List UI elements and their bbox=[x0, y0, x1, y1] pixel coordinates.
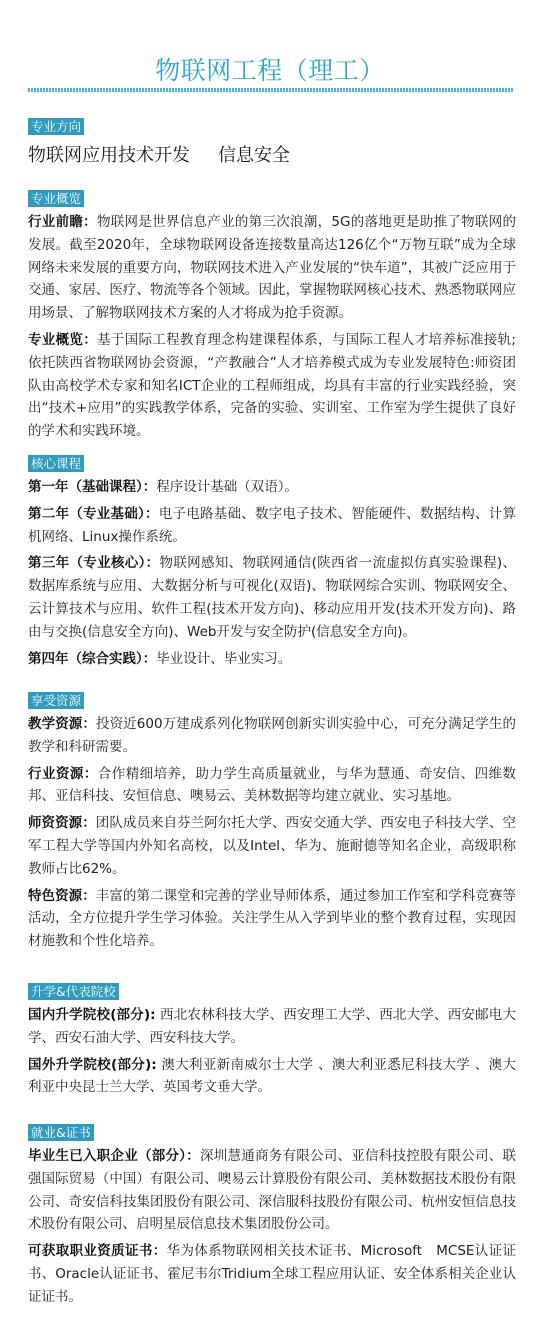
further-study-block bbox=[28, 1004, 516, 1103]
paragraph-text: 物联网感知、物联网通信(陕西省一流虚拟仿真实验课程)、数据库系统与应用、大数据分析与可视化(双语)、物联网综合实训、物联网安全、云计算技术与应用、软件工程(技术开发方向)、移动应用开发(技术开发方向)、路由与交换(信息安全方向)、Web开发与安全防护(信息安全方向)。 bbox=[28, 555, 517, 640]
section-tag-resources: 享受资源 bbox=[28, 692, 84, 709]
section-tag-further-study: 升学&代表院校 bbox=[28, 983, 119, 1000]
paragraph-label: 可获取职业资质证书： bbox=[28, 1243, 167, 1260]
section-tag-courses: 核心课程 bbox=[28, 455, 84, 472]
page-title: 物联网工程（理工） bbox=[155, 56, 385, 85]
paragraph-label: 专业概览： bbox=[28, 331, 98, 348]
paragraph bbox=[28, 1240, 516, 1308]
paragraph-label: 师资资源： bbox=[28, 815, 96, 832]
paragraph bbox=[28, 1004, 516, 1050]
paragraph bbox=[28, 329, 516, 443]
paragraph bbox=[28, 885, 516, 953]
employment-block bbox=[28, 1145, 516, 1313]
paragraph bbox=[28, 648, 516, 671]
paragraph bbox=[28, 211, 516, 325]
paragraph bbox=[28, 763, 516, 809]
paragraph-text: 合作精细培养，助力学生高质量就业，与华为慧通、奇安信、四维数邦、亚信科技、安恒信息、噢易云、美林数据等均建立就业、实习基地。 bbox=[28, 765, 517, 805]
section-tag-overview: 专业概览 bbox=[28, 190, 84, 207]
paragraph-text: 澳大利亚新南威尔士大学 、澳大利亚悉尼科技大学 、澳大利亚中央昆士兰大学、英国考文垂大学。 bbox=[28, 1056, 516, 1096]
courses-block bbox=[28, 476, 516, 674]
direction-item: 信息安全 bbox=[218, 145, 290, 166]
paragraph-text: 华为体系物联网相关技术证书、Microsoft MCSE认证证书、Oracle认证证书、霍尼韦尔Tridium全球工程应用认证、安全体系相关企业认证证书。 bbox=[28, 1243, 517, 1305]
paragraph-label: 第一年（基础课程）： bbox=[28, 479, 157, 495]
paragraph-text: 投资近600万建成系列化物联网创新实训实验中心，可充分满足学生的教学和科研需要。 bbox=[28, 716, 516, 755]
paragraph bbox=[28, 503, 516, 549]
section-tag-employment: 就业&证书 bbox=[28, 1124, 94, 1141]
paragraph bbox=[28, 476, 516, 499]
paragraph-label: 第三年（专业核心）： bbox=[28, 555, 160, 572]
paragraph-text: 团队成员来自芬兰阿尔托大学、西安交通大学、西安电子科技大学、空军工程大学等国内外知名高校，以及Intel、华为、施耐德等知名企业，高级职称教师占比62%。 bbox=[28, 815, 517, 877]
overview-block bbox=[28, 211, 516, 447]
paragraph-label: 第二年（专业基础）： bbox=[28, 505, 159, 522]
section-tag-direction: 专业方向 bbox=[28, 118, 84, 135]
paragraph-label: 国外升学院校(部分): bbox=[28, 1056, 157, 1073]
direction-item: 物联网应用技术开发 bbox=[28, 145, 190, 166]
paragraph bbox=[28, 552, 516, 643]
paragraph-label: 毕业生已入职企业（部分）： bbox=[28, 1148, 200, 1164]
paragraph-label: 教学资源： bbox=[28, 716, 96, 732]
paragraph bbox=[28, 1054, 516, 1100]
paragraph-label: 行业前瞻： bbox=[28, 214, 97, 230]
paragraph-label: 特色资源： bbox=[28, 887, 96, 904]
paragraph-text: 程序设计基础（双语）。 bbox=[156, 479, 298, 495]
paragraph-text: 毕业设计、毕业实习。 bbox=[156, 650, 292, 667]
resources-block bbox=[28, 713, 516, 957]
paragraph-label: 第四年（综合实践）： bbox=[28, 650, 157, 667]
paragraph-text: 深圳慧通商务有限公司、亚信科技控股有限公司、联强国际贸易（中国）有限公司、噢易云计算股份有限公司、美林数据技术股份有限公司、奇安信科技集团股份有限公司、深信服科技股份有限公司、杭州安恒信息技术股份有限公司、启明星辰信息技术集团股份公司。 bbox=[28, 1148, 516, 1233]
paragraph bbox=[28, 1145, 516, 1236]
paragraph-text: 物联网是世界信息产业的第三次浪潮，5G的落地更是助推了物联网的发展。截至2020年，全球物联网设备连接数量高达126亿个“万物互联”成为全球网络未来发展的重要方向，物联网技术进入产业发展的“快车道”，其被广泛应用于交通、家居、医疗、物流等各个领域。因此，掌握物联网核心技术、熟悉物联网应用场景、了解物联网技术方案的人才将成为抢手资源。 bbox=[28, 214, 516, 322]
paragraph-label: 国内升学院校(部分): bbox=[28, 1007, 156, 1023]
paragraph bbox=[28, 713, 516, 759]
paragraph bbox=[28, 812, 516, 880]
paragraph-text: 西北农林科技大学、西安理工大学、西北大学、西安邮电大学、西安石油大学、西安科技大学。 bbox=[28, 1007, 516, 1046]
paragraph-text: 电子电路基础、数字电子技术、智能硬件、数据结构、计算机网络、Linux操作系统。 bbox=[28, 505, 516, 545]
paragraph-text: 丰富的第二课堂和完善的学业导师体系，通过参加工作室和学科竞赛等活动，全方位提升学生学习体验。关注学生从入学到毕业的整个教育过程，实现因材施教和个性化培养。 bbox=[28, 887, 517, 950]
title-divider bbox=[28, 88, 514, 92]
paragraph-label: 行业资源： bbox=[28, 765, 98, 782]
direction-list bbox=[28, 143, 290, 169]
paragraph-text: 基于国际工程教育理念构建课程体系，与国际工程人才培养标准接轨;依托陕西省物联网协会资源，“产教融合”人才培养模式成为专业发展特色:师资团队由高校学术专家和知名ICT企业的工程师组成，均具有丰富的行业实践经验，突出“技术+应用”的实践教学体系，完备的实验、实训室、工作室为学生提供了良好的学术和实践环境。 bbox=[28, 331, 516, 440]
